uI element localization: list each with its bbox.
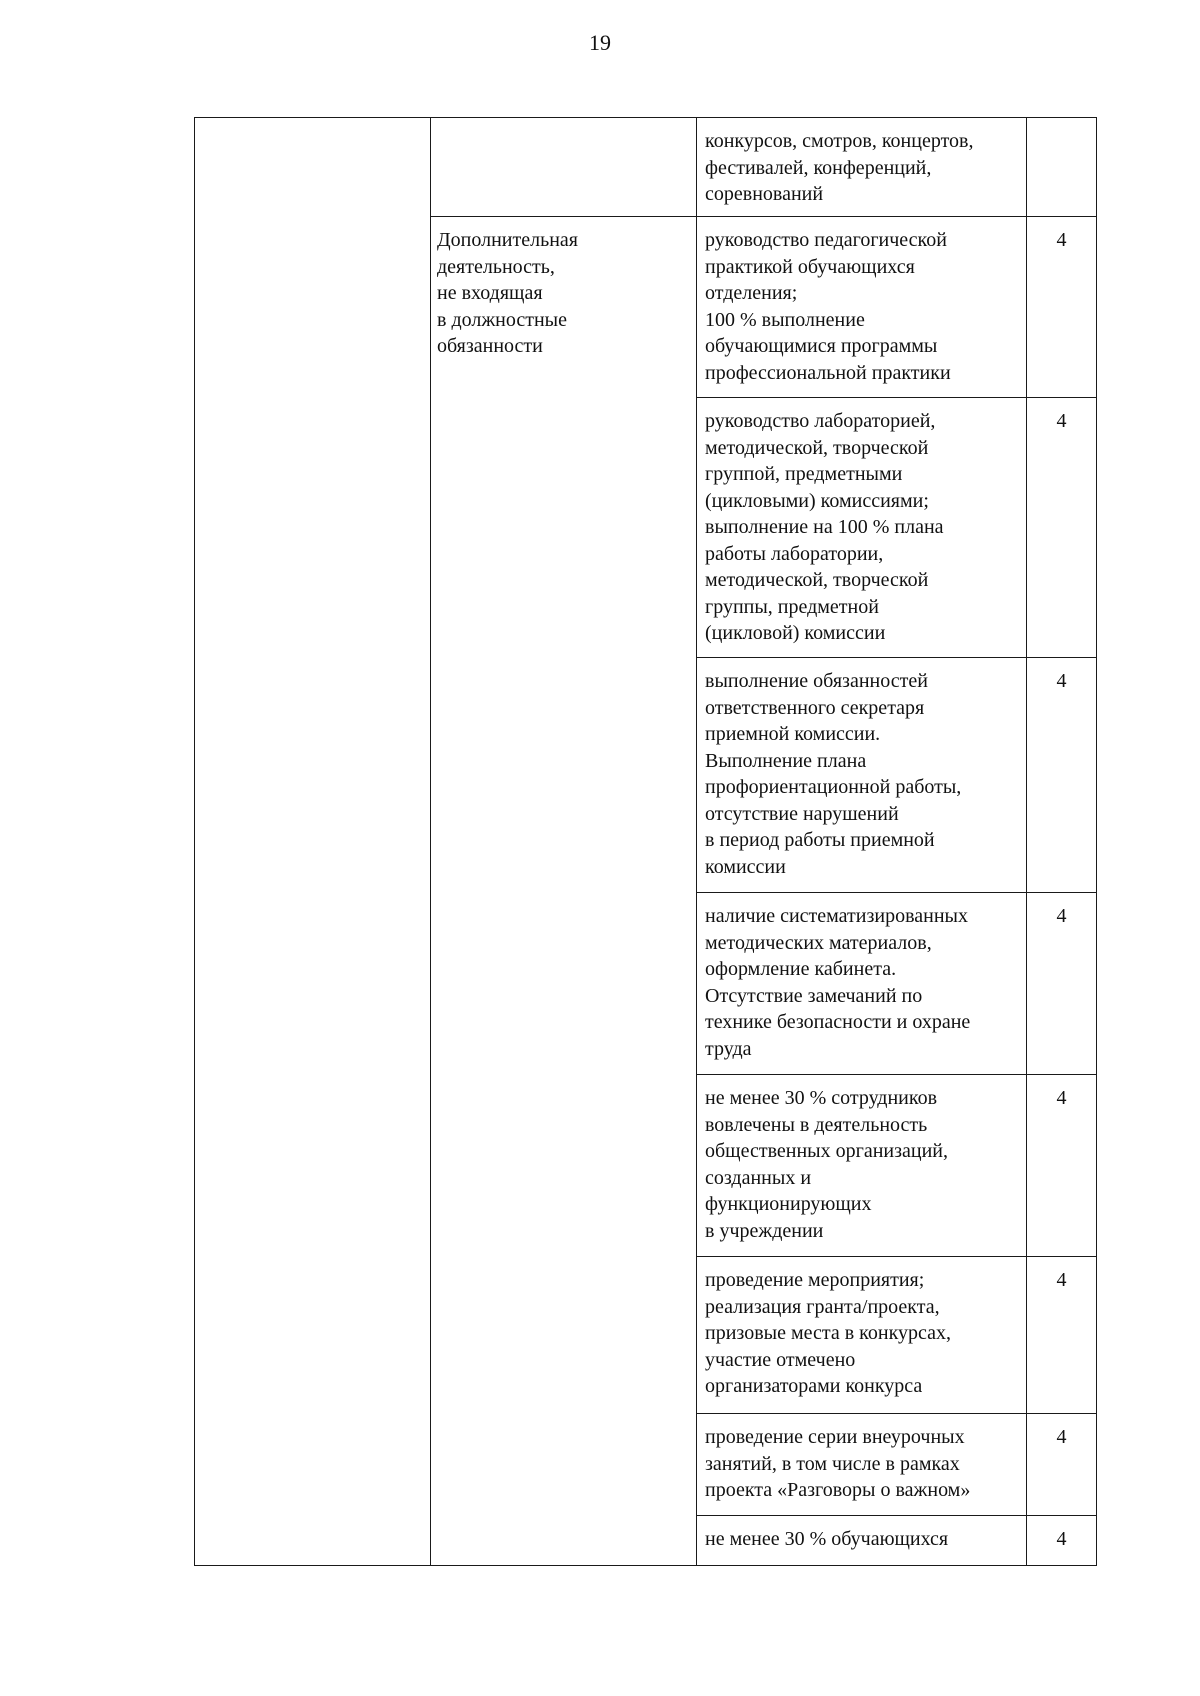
indicator-line: комиссии bbox=[705, 855, 786, 878]
indicator-line: выполнение на 100 % плана bbox=[705, 516, 944, 538]
indicator-line: оформление кабинета. bbox=[705, 958, 897, 980]
points-cell: 4 bbox=[1027, 658, 1097, 893]
indicator-line: реализация гранта/проекта, bbox=[705, 1295, 940, 1318]
indicator-line: Отсутствие замечаний по bbox=[705, 984, 923, 1007]
indicator-line: функционирующих bbox=[705, 1193, 872, 1215]
indicator-line: созданных и bbox=[705, 1166, 812, 1189]
indicator-cell bbox=[697, 893, 1027, 1075]
blank-category-cell bbox=[431, 118, 697, 217]
points-cell: 4 bbox=[1027, 1075, 1097, 1257]
indicator-line: наличие систематизированных bbox=[705, 905, 968, 927]
indicator-line: группы, предметной bbox=[705, 595, 879, 618]
indicator-line: организаторами конкурса bbox=[705, 1375, 923, 1397]
indicator-line: призовые места в конкурсах, bbox=[705, 1322, 951, 1344]
indicator-line: методических материалов, bbox=[705, 931, 932, 954]
indicator-cell bbox=[697, 1414, 1027, 1516]
indicator-line: профориентационной работы, bbox=[705, 776, 962, 798]
table-row bbox=[195, 118, 1097, 217]
indicator-line: проекта «Разговоры о важном» bbox=[705, 1479, 971, 1501]
indicator-line: проведение серии внеурочных bbox=[705, 1426, 965, 1448]
indicator-line: не менее 30 % обучающихся bbox=[705, 1528, 949, 1550]
indicator-line: вовлечены в деятельность bbox=[705, 1113, 928, 1136]
indicator-line: руководство педагогической bbox=[705, 229, 947, 251]
indicator-line: участие отмечено bbox=[705, 1348, 856, 1371]
indicator-line: труда bbox=[705, 1037, 752, 1060]
indicator-cell bbox=[697, 118, 1027, 217]
points-cell: 4 bbox=[1027, 1414, 1097, 1516]
indicator-line: общественных организаций, bbox=[705, 1140, 948, 1162]
category-line: Дополнительная bbox=[437, 229, 578, 251]
points-cell: 4 bbox=[1027, 1257, 1097, 1414]
indicator-line: Выполнение плана bbox=[705, 749, 867, 772]
indicator-line: отделения; bbox=[705, 282, 798, 304]
indicator-line: проведение мероприятия; bbox=[705, 1269, 925, 1291]
category-line: не входящая bbox=[437, 282, 543, 304]
indicator-line: методической, творческой bbox=[705, 569, 929, 591]
category-line: в должностные bbox=[437, 308, 567, 331]
indicator-line: работы лаборатории, bbox=[705, 542, 884, 565]
indicator-cell bbox=[697, 217, 1027, 398]
indicator-line: руководство лабораторией, bbox=[705, 410, 936, 432]
indicator-cell bbox=[697, 658, 1027, 893]
points-cell bbox=[1027, 118, 1097, 217]
category-cell bbox=[431, 217, 697, 1566]
indicator-line: выполнение обязанностей bbox=[705, 670, 928, 692]
indicator-line: практикой обучающихся bbox=[705, 255, 915, 278]
indicator-line: технике безопасности и охране bbox=[705, 1011, 971, 1033]
points-cell: 4 bbox=[1027, 1516, 1097, 1566]
criteria-table bbox=[194, 117, 1097, 1566]
indicator-line: соревнований bbox=[705, 183, 824, 205]
indicator-line: группой, предметными bbox=[705, 463, 903, 485]
indicator-line: фестивалей, конференций, bbox=[705, 156, 932, 179]
points-cell: 4 bbox=[1027, 398, 1097, 658]
indicator-line: в период работы приемной bbox=[705, 829, 935, 851]
indicator-line: конкурсов, смотров, концертов, bbox=[705, 130, 974, 152]
indicator-line: занятий, в том числе в рамках bbox=[705, 1452, 960, 1475]
indicator-cell bbox=[697, 1257, 1027, 1414]
indicator-line: отсутствие нарушений bbox=[705, 802, 899, 825]
category-line: деятельность, bbox=[437, 255, 555, 278]
points-cell: 4 bbox=[1027, 893, 1097, 1075]
indicator-line: ответственного секретаря bbox=[705, 696, 925, 719]
indicator-line: 100 % выполнение bbox=[705, 308, 865, 331]
points-cell: 4 bbox=[1027, 217, 1097, 398]
indicator-line: (цикловой) комиссии bbox=[705, 622, 886, 644]
indicator-line: в учреждении bbox=[705, 1219, 824, 1242]
indicator-line: не менее 30 % сотрудников bbox=[705, 1087, 938, 1109]
blank-first-column-cell bbox=[195, 118, 431, 1566]
page-number: 19 bbox=[589, 30, 611, 55]
indicator-cell bbox=[697, 1075, 1027, 1257]
indicator-line: обучающимися программы bbox=[705, 335, 938, 357]
indicator-line: методической, творческой bbox=[705, 436, 929, 459]
indicator-cell bbox=[697, 1516, 1027, 1566]
indicator-cell bbox=[697, 398, 1027, 658]
indicator-line: приемной комиссии. bbox=[705, 723, 881, 745]
category-line: обязанности bbox=[437, 335, 543, 357]
indicator-line: профессиональной практики bbox=[705, 361, 951, 384]
indicator-line: (цикловыми) комиссиями; bbox=[705, 489, 929, 512]
